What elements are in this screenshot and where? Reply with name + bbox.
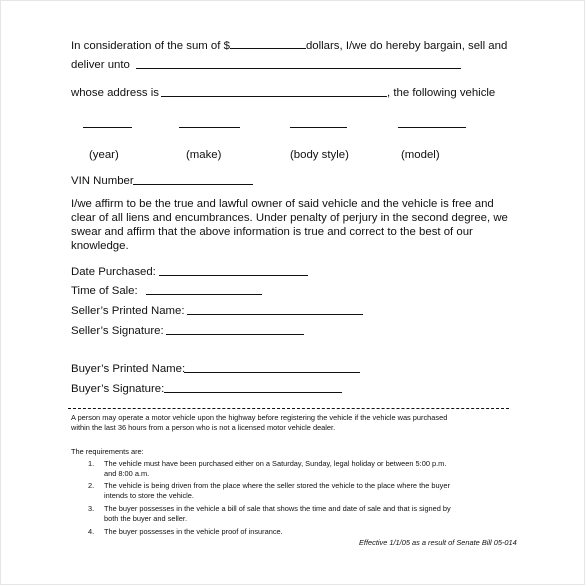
buyer-name-field[interactable] [184,372,360,373]
seller-name-label: Seller’s Printed Name: [71,305,185,317]
deliver-unto-label: deliver unto [71,59,130,71]
make-label: (make) [186,149,222,161]
affirm-line: I/we affirm to be the true and lawful owner of said vehicle and the vehicle is free and [71,198,494,210]
req-number: 4. [88,527,95,536]
separator [68,408,509,409]
body-style-label: (body style) [290,149,349,161]
req-text: intends to store the vehicle. [104,491,194,500]
requirements-title: The requirements are: [71,447,144,456]
buyer-signature-field[interactable] [164,392,342,393]
year-field[interactable] [83,127,132,128]
seller-signature-label: Seller’s Signature: [71,325,164,337]
req-text: The vehicle is being driven from the place where the seller stored the vehicle to the place where the buyer [104,481,450,490]
consideration-tail: dollars, I/we do hereby bargain, sell and [305,40,508,52]
consideration-line [71,38,507,53]
time-of-sale-field[interactable] [146,294,262,295]
req-number: 1. [88,459,95,468]
req-text: both the buyer and seller. [104,514,187,523]
notice-line: within the last 36 hours from a person who is not a licensed motor vehicle dealer. [71,423,336,432]
req-text: The buyer possesses in the vehicle a bill of sale that shows the time and date of sale and that is signed by [104,504,451,513]
effective-footer: Effective 1/1/05 as a result of Senate Bill 05-014 [359,538,517,547]
date-purchased-label: Date Purchased: [71,266,156,278]
req-text: The buyer possesses in the vehicle proof of insurance. [104,527,283,536]
body-style-field[interactable] [290,127,347,128]
affirm-line: swear and affirm that the above information is true and correct to the best of our [71,226,473,238]
req-number: 3. [88,504,95,513]
date-purchased-field[interactable] [159,275,308,276]
seller-name-field[interactable] [187,314,363,315]
req-text: The vehicle must have been purchased either on a Saturday, Sunday, legal holiday or between 5:00 p.m. [104,459,447,468]
notice-line: A person may operate a motor vehicle upon the highway before registering the vehicle if the vehicle was purchased [71,413,448,422]
req-number: 2. [88,481,95,490]
model-label: (model) [401,149,440,161]
seller-signature-field[interactable] [166,334,304,335]
year-label: (year) [89,149,119,161]
buyer-signature-label: Buyer’s Signature: [71,383,165,395]
following-vehicle-text: , the following vehicle [387,87,496,99]
affirm-line: clear of all liens and encumbrances. Under penalty of perjury in the second degree, we [71,212,508,224]
affirm-line: knowledge. [71,240,129,252]
time-of-sale-label: Time of Sale: [71,285,138,297]
buyer-name-label: Buyer’s Printed Name: [71,363,186,375]
vin-field[interactable] [133,184,253,185]
vin-label: VIN Number [71,175,134,187]
sum-field[interactable] [230,38,306,49]
whose-address-label: whose address is [71,87,160,99]
deliver-unto-field[interactable] [136,68,461,69]
address-field[interactable] [161,96,387,97]
model-field[interactable] [398,127,466,128]
consideration-text: In consideration of the sum of $ [71,40,230,52]
req-text: and 8:00 a.m. [104,469,150,478]
make-field[interactable] [179,127,240,128]
